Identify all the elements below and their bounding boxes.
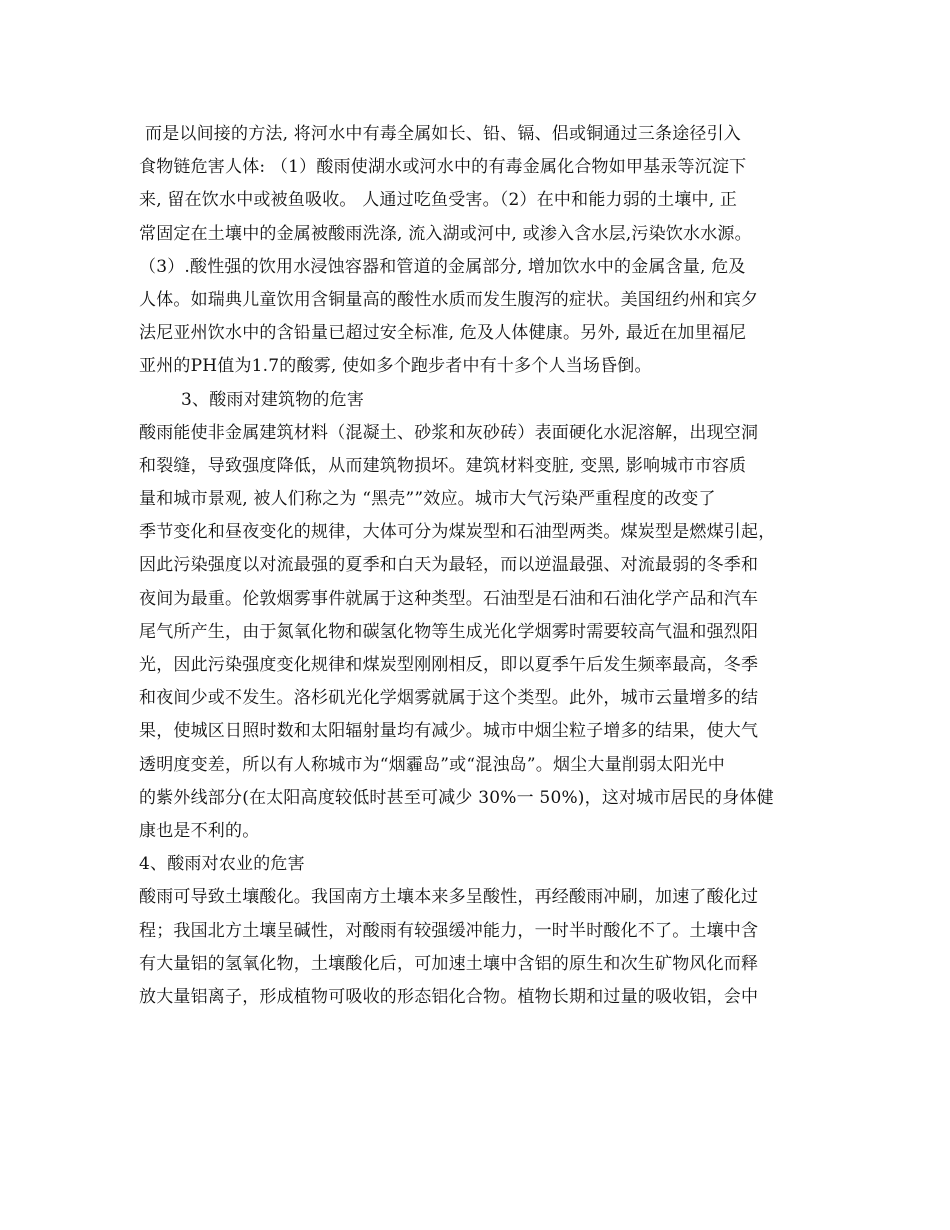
text-line: 康也是不利的。 <box>139 820 260 841</box>
body-text <box>139 118 819 1014</box>
text-line: 和裂缝，导致强度降低，从而建筑物损坏。建筑材料变脏, 变黑, 影响城市市容质 <box>139 455 747 476</box>
text-line: 食物链危害人体: （1）酸雨使湖水或河水中的有毒金属化合物如甲基汞等沉淀下 <box>139 157 747 178</box>
text-line: 透明度变差，所以有人称城市为“烟霾岛”或“混浊岛”。烟尘大量削弱太阳光中 <box>139 754 725 775</box>
text-line: 因此污染强度以对流最强的夏季和白天为最轻，而以逆温最强、对流最弱的冬季和 <box>139 555 759 576</box>
text-line: 有大量铝的氢氧化物，土壤酸化后，可加速土壤中含铝的原生和次生矿物风化而释 <box>139 953 759 974</box>
text-line: 季节变化和昼夜变化的规律，大体可分为煤炭型和石油型两类。煤炭型是燃煤引起， <box>139 522 776 543</box>
text-line: 放大量铝离子，形成植物可吸收的形态铝化合物。植物长期和过量的吸收铝，会中 <box>139 986 759 1007</box>
text-line: 酸雨能使非金属建筑材料（混凝土、砂浆和灰砂砖）表面硬化水泥溶解，出现空洞 <box>139 422 759 443</box>
section-heading: 3、酸雨对建筑物的危害 <box>181 389 365 410</box>
text-line: 夜间为最重。伦敦烟雾事件就属于这种类型。石油型是石油和石油化学产品和汽车 <box>139 588 759 609</box>
text-line: 光，因此污染强度变化规律和煤炭型刚刚相反，即以夏季午后发生频率最高，冬季 <box>139 655 759 675</box>
text-line: 常固定在土壤中的金属被酸雨洗涤, 流入湖或河中, 或渗入含水层,污染饮水水源。 <box>139 223 752 244</box>
section-heading: 4、酸雨对农业的危害 <box>139 854 305 875</box>
text-line: 程；我国北方土壤呈碱性，对酸雨有较强缓冲能力，一时半时酸化不了。土壤中含 <box>139 920 759 941</box>
text-line: 法尼亚州饮水中的含铅量已超过安全标准, 危及人体健康。另外, 最近在加里福尼 <box>139 323 747 344</box>
text-line: 果，使城区日照时数和太阳辐射量均有减少。城市中烟尘粒子增多的结果，使大气 <box>139 721 759 742</box>
text-line: （3）.酸性强的饮用水浸蚀容器和管道的金属部分, 增加饮水中的金属含量, 危及 <box>139 256 746 277</box>
text-line: 量和城市景观, 被人们称之为 “黑壳””效应。城市大气污染严重程度的改变了 <box>139 489 716 510</box>
text-line: 和夜间少或不发生。洛杉矶光化学烟雾就属于这个类型。此外，城市云量增多的结 <box>139 688 759 709</box>
text-line: 来, 留在饮水中或被鱼吸收。 人通过吃鱼受害。（2）在中和能力弱的土壤中, 正 <box>139 190 738 211</box>
text-line: 尾气所产生，由于氮氧化物和碳氢化物等生成光化学烟雾时需要较高气温和强烈阳 <box>139 621 759 642</box>
text-line: 亚州的PH值为1.7的酸雾, 使如多个跑步者中有十多个人当场昏倒。 <box>139 356 652 377</box>
text-line: 人体。如瑞典儿童饮用含铜量高的酸性水质而发生腹泻的症状。美国纽约州和宾夕 <box>139 289 759 310</box>
text-line: 酸雨可导致土壤酸化。我国南方土壤本来多呈酸性，再经酸雨冲刷，加速了酸化过 <box>139 887 759 908</box>
text-line: 的紫外线部分(在太阳高度较低时甚至可减少 30%一 50%)，这对城市居民的身体健 <box>139 787 774 808</box>
text-line: 而是以间接的方法, 将河水中有毒全属如长、铅、镉、侣或铜通过三条途径引入 <box>145 124 742 144</box>
